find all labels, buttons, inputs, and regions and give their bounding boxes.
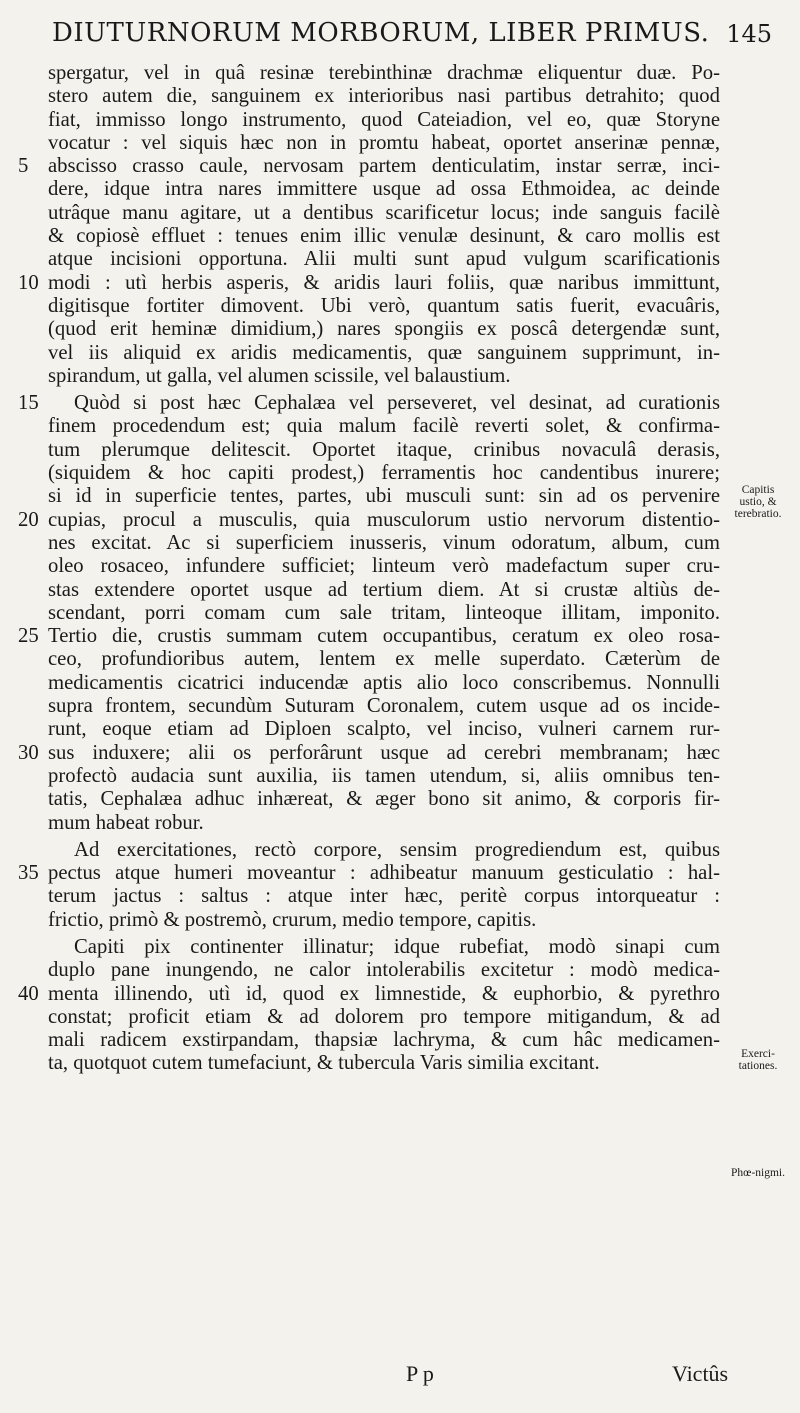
text-line: tum plerumque delitescit. Oportet itaque, crinibus novaculâ derasis, bbox=[48, 438, 720, 461]
text-line: vocatur : vel siquis hæc non in promtu habeat, oportet anserinæ pennæ, bbox=[48, 131, 720, 154]
signature-mark: P p bbox=[406, 1361, 434, 1386]
text-line: si id in superficie tentes, partes, ubi musculi sunt: sin ad os pervenire bbox=[48, 485, 720, 508]
text-line: mum habeat robur. bbox=[48, 811, 204, 834]
text-line: atque incisioni opportuna. Alii multi sunt apud vulgum scarificationis bbox=[48, 248, 720, 271]
text-line: spirandum, ut galla, vel alumen scissile, vel balaustium. bbox=[48, 364, 511, 387]
text-line: oleo rosaceo, infundere sufficiet; linteum verò madefactum super cru- bbox=[48, 555, 720, 578]
running-header bbox=[52, 18, 772, 58]
text-line: modi : utì herbis asperis, & aridis lauri foliis, quæ naribus immittunt, 10 bbox=[18, 271, 720, 294]
line-number: 35 bbox=[18, 862, 39, 885]
line-number: 5 bbox=[18, 155, 29, 178]
text-line: Ad exercitationes, rectò corpore, sensim progrediendum est, quibus bbox=[74, 838, 720, 861]
margin-note-phoenigmi: Phœ-nigmi. bbox=[731, 1167, 785, 1179]
text-line: abscisso crasso caule, nervosam partem denticulatim, instar serræ, inci- 5 bbox=[18, 155, 720, 178]
catchword: Victûs bbox=[672, 1361, 729, 1386]
text-line: nes excitat. Ac si superficiem inusseris, vinum odoratum, album, cum bbox=[48, 531, 720, 554]
text-line: tatis, Cephalæa adhuc inhæreat, & æger bono sit animo, & corporis fir- bbox=[48, 788, 720, 811]
text-line: profectò audacia sunt auxilia, iis tamen utendum, si, aliis omnibus ten- bbox=[48, 764, 720, 787]
text-line: constat; proficit etiam & ad dolorem pro tempore mitigandum, & ad bbox=[48, 1005, 720, 1028]
text-line: (siquidem & hoc capiti prodest,) ferramentis hoc candentibus inurere; bbox=[48, 462, 720, 485]
text-line: vel iis aliquid ex aridis medicamentis, quæ sanguinem supprimunt, in- bbox=[48, 341, 720, 364]
text-line: sus induxere; alii os perforârunt usque ad cerebri membranam; hæc 30 bbox=[18, 741, 720, 764]
text-line: finem procedendum est; quia malum facilè reverti solet, & confirma- bbox=[48, 415, 720, 438]
text-line: Tertio die, crustis summam cutem occupantibus, ceratum ex oleo rosa- 25 bbox=[18, 625, 720, 648]
text-line: fiat, immisso longo instrumento, quod Cateiadion, vel eo, quæ Storyne bbox=[48, 108, 720, 131]
line-number: 40 bbox=[18, 982, 39, 1005]
text-line: stero autem die, sanguinem ex interioribus nasi partibus detrahito; quod bbox=[48, 85, 720, 108]
text-line: frictio, primò & postremò, crurum, medio tempore, capitis. bbox=[48, 908, 537, 931]
text-line: pectus atque humeri moveantur : adhibeatur manuum gesticulatio : hal- 35 bbox=[18, 862, 720, 885]
text-line: utrâque manu agitare, ut a dentibus scarificetur locus; inde sanguis facilè bbox=[48, 201, 720, 224]
text-line: digitisque fortiter dimovent. Ubi verò, quantum satis fuerit, evacuâris, bbox=[48, 294, 720, 317]
text-line: runt, eoque etiam ad Diploen scalpto, vel inciso, vulneri carnem rur- bbox=[48, 718, 720, 741]
text-line: terum jactus : saltus : atque inter hæc, peritè corpus intorqueatur : bbox=[48, 885, 720, 908]
text-line: scendant, porri comam cum sale tritam, linteoque illitam, imponito. bbox=[48, 601, 720, 624]
text-line: duplo pane inungendo, ne calor intolerabilis excitetur : modò medica- bbox=[48, 959, 720, 982]
text-line: dere, idque intra nares immittere usque ad ossa Ethmoidea, ac deinde bbox=[48, 178, 720, 201]
text-line: & copiosè effluet : tenues enim illic venulæ desinunt, & caro mollis est bbox=[48, 225, 720, 248]
text-line: mali radicem exstirpandam, thapsiæ lachryma, & cum hâc medicamen- bbox=[48, 1029, 720, 1052]
text-line: (quod erit heminæ dimidium,) nares spongiis ex poscâ detergendæ sunt, bbox=[48, 318, 720, 341]
line-number: 25 bbox=[18, 625, 39, 648]
page-number: 145 bbox=[726, 20, 772, 48]
text-line: Quòd si post hæc Cephalæa vel perseveret, vel desinat, ad curationis 15 bbox=[18, 392, 720, 415]
margin-note-capitis: Capitis ustio, & terebratio. bbox=[734, 484, 782, 520]
line-number: 10 bbox=[18, 271, 39, 294]
margin-note-exercitationes: Exerci-tationes. bbox=[738, 1048, 778, 1072]
text-line: ta, quotquot cutem tumefaciunt, & tubercula Varis similia excitant. bbox=[48, 1052, 600, 1075]
text-line: stas extendere oportet usque ad tertium diem. At si crustæ altiùs de- bbox=[48, 578, 720, 601]
running-title: DIUTURNORUM MORBORUM, LIBER PRIMUS. bbox=[52, 18, 710, 48]
line-number: 15 bbox=[18, 392, 39, 415]
line-number: 20 bbox=[18, 508, 39, 531]
text-line: ceo, profundioribus autem, lentem ex melle superdato. Cæterùm de bbox=[48, 648, 720, 671]
body-text bbox=[18, 62, 720, 1076]
text-line: menta illinendo, utì id, quod ex limnestide, & euphorbio, & pyrethro 40 bbox=[18, 982, 720, 1005]
line-number: 30 bbox=[18, 741, 39, 764]
text-line: Capiti pix continenter illinatur; idque rubefiat, modò sinapi cum bbox=[74, 935, 720, 958]
text-line: cupias, procul a musculis, quia musculorum ustio nervorum distentio- 20 bbox=[18, 508, 720, 531]
text-line: spergatur, vel in quâ resinæ terebinthinæ drachmæ eliquentur duæ. Po- bbox=[48, 62, 720, 84]
text-line: supra frontem, secundùm Suturam Coronalem, cutem usque ad os incide- bbox=[48, 695, 720, 718]
text-line: medicamentis cicatrici inducendæ aptis alio loco conscribemus. Nonnulli bbox=[48, 671, 720, 694]
